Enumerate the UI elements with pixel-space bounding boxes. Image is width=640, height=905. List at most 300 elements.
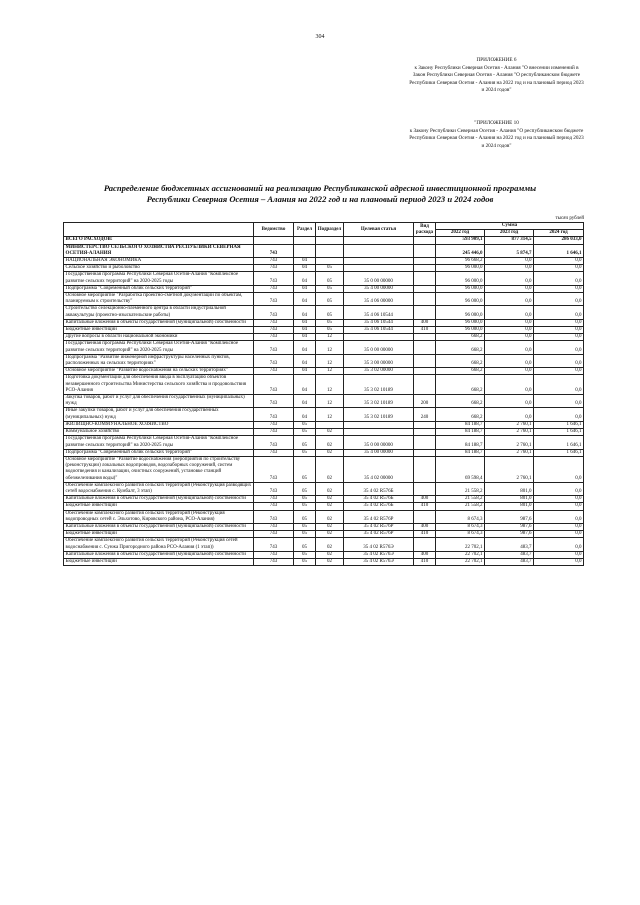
- cell-subsection: 02: [316, 531, 344, 538]
- cell-subsection: 02: [316, 429, 344, 436]
- cell-subsection: 02: [316, 558, 344, 565]
- cell-subsection: 05: [316, 272, 344, 285]
- cell-subsection: [316, 244, 344, 257]
- cell-2023: 0,0: [485, 395, 534, 408]
- table-row: [64, 429, 584, 436]
- cell-section: 04: [294, 395, 316, 408]
- table-row: [64, 258, 584, 265]
- cell-article: [344, 237, 414, 244]
- cell-department: 743: [254, 558, 294, 565]
- cell-article: 35 4 06 00000: [344, 293, 414, 306]
- cell-subsection: 02: [316, 523, 344, 530]
- header-year-2024: 2024 год: [534, 230, 584, 237]
- cell-department: 743: [254, 327, 294, 334]
- table-row: [64, 244, 584, 257]
- cell-subsection: 12: [316, 375, 344, 395]
- cell-2023: 801,0: [485, 496, 534, 503]
- table-row: [64, 375, 584, 395]
- cell-section: 05: [294, 538, 316, 551]
- cell-subsection: 02: [316, 496, 344, 503]
- cell-2023: 0,0: [485, 293, 534, 306]
- cell-2023: 0,0: [485, 354, 534, 367]
- cell-department: 743: [254, 421, 294, 428]
- cell-expense-type: 400: [414, 523, 436, 530]
- table-row: [64, 237, 584, 244]
- cell-2022: 84 188,7: [436, 421, 485, 428]
- cell-2022: 22 702,1: [436, 558, 485, 565]
- cell-section: 05: [294, 523, 316, 530]
- cell-subsection: 12: [316, 334, 344, 341]
- appendix-current-text: к Закону Республики Северная Осетия - Алания "О внесении изменений в Закон Республики Северная Осетия - Алания "О республиканском бюджете Республики Северная Осетия - Алания на 2022 год и на плановый период 2023 и 2024 годов": [409, 64, 584, 94]
- cell-department: 743: [254, 341, 294, 354]
- cell-name: Закупка товаров, работ и услуг для обеспечения государственных (муниципальных) нужд: [64, 395, 254, 408]
- cell-expense-type: [414, 368, 436, 375]
- table-row: [64, 558, 584, 565]
- cell-section: 05: [294, 421, 316, 428]
- cell-2023: 483,7: [485, 558, 534, 565]
- cell-expense-type: [414, 456, 436, 482]
- cell-subsection: [316, 421, 344, 428]
- table-row: [64, 368, 584, 375]
- cell-article: 35 4 02 R576Р: [344, 510, 414, 523]
- cell-2022: 96 000,0: [436, 306, 485, 319]
- cell-name: НАЦИОНАЛЬНАЯ ЭКОНОМИКА: [64, 258, 254, 265]
- header-year-2022: 2022 год: [436, 230, 485, 237]
- cell-department: 743: [254, 375, 294, 395]
- cell-2022: 668,2: [436, 368, 485, 375]
- cell-subsection: 02: [316, 538, 344, 551]
- cell-section: 05: [294, 429, 316, 436]
- cell-name: Подпрограмма "Развитие инженерной инфраструктуры населенных пунктов, расположенных на сельских территориях": [64, 354, 254, 367]
- cell-subsection: 02: [316, 449, 344, 456]
- cell-2023: 0,0: [485, 375, 534, 395]
- cell-2024: 286 033,0: [534, 237, 584, 244]
- cell-article: 35 0 00 00000: [344, 436, 414, 449]
- cell-article: [344, 258, 414, 265]
- cell-department: 743: [254, 510, 294, 523]
- cell-2023: 2 760,1: [485, 429, 534, 436]
- cell-article: 35 4 02 R576Э: [344, 551, 414, 558]
- cell-department: 743: [254, 306, 294, 319]
- cell-article: 35 4 06 10544: [344, 327, 414, 334]
- cell-2024: 0,0: [534, 395, 584, 408]
- cell-name: МИНИСТЕРСТВО СЕЛЬСКОГО ХОЗЯЙСТВА РЕСПУБЛИКИ СЕВЕРНАЯ ОСЕТИЯ-АЛАНИЯ: [64, 244, 254, 257]
- cell-2024: 1 646,1: [534, 449, 584, 456]
- cell-section: 04: [294, 408, 316, 421]
- cell-2022: 69 598,4: [436, 456, 485, 482]
- cell-name: ЖИЛИЩНО-КОММУНАЛЬНОЕ ХОЗЯЙСТВО: [64, 421, 254, 428]
- cell-article: 35 0 00 00000: [344, 272, 414, 285]
- cell-department: 743: [254, 523, 294, 530]
- table-row: [64, 456, 584, 482]
- cell-subsection: 02: [316, 551, 344, 558]
- cell-department: 743: [254, 503, 294, 510]
- cell-2024: 0,0: [534, 327, 584, 334]
- cell-subsection: 12: [316, 395, 344, 408]
- cell-name: Бюджетные инвестиции: [64, 531, 254, 538]
- cell-expense-type: 400: [414, 496, 436, 503]
- cell-2022: 96 000,0: [436, 265, 485, 272]
- cell-2022: 668,2: [436, 354, 485, 367]
- cell-2023: 987,6: [485, 531, 534, 538]
- cell-subsection: [316, 237, 344, 244]
- table-row: [64, 285, 584, 292]
- cell-2024: 0,0: [534, 523, 584, 530]
- cell-section: 04: [294, 272, 316, 285]
- cell-article: 35 4 02 R576Э: [344, 538, 414, 551]
- cell-2024: 0,0: [534, 272, 584, 285]
- cell-2023: 0,0: [485, 341, 534, 354]
- cell-2022: 21 558,2: [436, 482, 485, 495]
- cell-2024: 0,0: [534, 285, 584, 292]
- cell-article: 35 0 00 00000: [344, 341, 414, 354]
- cell-subsection: 02: [316, 503, 344, 510]
- cell-2024: 0,0: [534, 456, 584, 482]
- cell-section: 05: [294, 531, 316, 538]
- document-title: Распределение бюджетных ассигнований на реализацию Республиканской адресной инвестиционной программы Республики Северная Осетия – Алания на 2022 год и на плановый период 2023 и 2024 годов: [103, 183, 537, 204]
- cell-section: 05: [294, 503, 316, 510]
- cell-2022: 668,2: [436, 341, 485, 354]
- cell-section: 05: [294, 496, 316, 503]
- cell-2023: 483,7: [485, 551, 534, 558]
- cell-2022: 84 188,7: [436, 449, 485, 456]
- cell-department: 743: [254, 293, 294, 306]
- cell-2022: 22 702,1: [436, 551, 485, 558]
- cell-2022: 96 000,0: [436, 293, 485, 306]
- cell-expense-type: [414, 258, 436, 265]
- cell-department: 743: [254, 436, 294, 449]
- cell-article: 35 4 00 00000: [344, 285, 414, 292]
- cell-2022: 668,2: [436, 334, 485, 341]
- cell-2024: 1 646,1: [534, 436, 584, 449]
- appendix-previous-title: "ПРИЛОЖЕНИЕ 10: [474, 120, 519, 126]
- cell-department: 743: [254, 482, 294, 495]
- cell-section: 04: [294, 265, 316, 272]
- cell-article: 35 3 02 10189: [344, 395, 414, 408]
- cell-section: 04: [294, 354, 316, 367]
- cell-section: 04: [294, 319, 316, 326]
- cell-2022: 245 446,0: [436, 244, 485, 257]
- cell-article: 35 4 02 R576Р: [344, 523, 414, 530]
- cell-2024: 0,0: [534, 319, 584, 326]
- cell-expense-type: [414, 293, 436, 306]
- table-row: [64, 306, 584, 319]
- cell-name: Государственная программа Республики Северная Осетия-Алания "Комплексное развитие сельских территорий" на 2020-2025 годы: [64, 341, 254, 354]
- cell-2023: 0,0: [485, 368, 534, 375]
- header-name: [64, 223, 254, 237]
- table-row: [64, 496, 584, 503]
- table-row: [64, 551, 584, 558]
- cell-2024: 0,0: [534, 503, 584, 510]
- cell-section: 05: [294, 436, 316, 449]
- cell-name: Подпрограмма "Современный облик сельских территорий": [64, 449, 254, 456]
- cell-name: Сельское хозяйство и рыболовство: [64, 265, 254, 272]
- cell-department: 743: [254, 531, 294, 538]
- cell-2023: 877 314,5: [485, 237, 534, 244]
- cell-subsection: 12: [316, 368, 344, 375]
- cell-article: 35 4 02 00000: [344, 456, 414, 482]
- cell-name: Капитальные вложения в объекты государственной (муниципальной) собственности: [64, 496, 254, 503]
- cell-2024: 0,0: [534, 558, 584, 565]
- cell-expense-type: 200: [414, 395, 436, 408]
- cell-section: 04: [294, 258, 316, 265]
- cell-section: 04: [294, 293, 316, 306]
- cell-section: [294, 237, 316, 244]
- cell-department: 743: [254, 395, 294, 408]
- cell-name: Капитальные вложения в объекты государственной (муниципальной) собственности: [64, 319, 254, 326]
- cell-subsection: 12: [316, 354, 344, 367]
- table-row: [64, 503, 584, 510]
- cell-article: 35 4 02 R576Б: [344, 503, 414, 510]
- cell-department: 743: [254, 449, 294, 456]
- table-row: [64, 482, 584, 495]
- cell-2022: 96 000,0: [436, 327, 485, 334]
- table-row: [64, 510, 584, 523]
- table-row: [64, 436, 584, 449]
- cell-section: 04: [294, 285, 316, 292]
- cell-subsection: 02: [316, 482, 344, 495]
- cell-expense-type: [414, 354, 436, 367]
- cell-2023: 0,0: [485, 327, 534, 334]
- cell-article: 35 4 00 00000: [344, 449, 414, 456]
- table-body: [64, 237, 584, 566]
- cell-2022: 8 674,3: [436, 531, 485, 538]
- cell-subsection: 05: [316, 327, 344, 334]
- cell-2023: 0,0: [485, 319, 534, 326]
- cell-expense-type: 410: [414, 503, 436, 510]
- cell-name: Другие вопросы в области национальной экономики: [64, 334, 254, 341]
- appendix-current-title: ПРИЛОЖЕНИЕ 6: [476, 57, 517, 63]
- cell-expense-type: 410: [414, 327, 436, 334]
- table-row: [64, 334, 584, 341]
- cell-name: Бюджетные инвестиции: [64, 503, 254, 510]
- cell-department: 743: [254, 538, 294, 551]
- cell-name: Подготовка документации для обеспечения ввода в эксплуатацию объектов незавершенного строительства Министерства сельского хозяйства и продовольствия РСО-Алания: [64, 375, 254, 395]
- units-label: тысяч рублей: [555, 216, 584, 221]
- cell-subsection: 05: [316, 285, 344, 292]
- cell-name: Подпрограмма "Современный облик сельских территорий": [64, 285, 254, 292]
- header-department: Ведомство: [254, 223, 294, 237]
- cell-expense-type: [414, 265, 436, 272]
- cell-expense-type: [414, 510, 436, 523]
- header-year-2023: 2023 год: [485, 230, 534, 237]
- cell-expense-type: [414, 449, 436, 456]
- cell-2024: 0,0: [534, 368, 584, 375]
- cell-article: 35 4 02 R576Б: [344, 482, 414, 495]
- cell-2023: 2 760,1: [485, 436, 534, 449]
- header-article: Целевая статья: [344, 223, 414, 237]
- table-row: [64, 449, 584, 456]
- table-row: [64, 265, 584, 272]
- cell-2024: 0,0: [534, 408, 584, 421]
- cell-subsection: 05: [316, 306, 344, 319]
- cell-2022: 593 909,1: [436, 237, 485, 244]
- cell-2024: 0,0: [534, 496, 584, 503]
- cell-2024: 0,0: [534, 258, 584, 265]
- cell-article: 35 3 02 10189: [344, 375, 414, 395]
- appendix-previous: [409, 120, 584, 150]
- cell-department: 743: [254, 258, 294, 265]
- cell-article: 35 3 02 00000: [344, 368, 414, 375]
- cell-expense-type: 410: [414, 531, 436, 538]
- cell-department: 743: [254, 265, 294, 272]
- cell-article: 35 4 02 R576Б: [344, 496, 414, 503]
- cell-name: Бюджетные инвестиции: [64, 327, 254, 334]
- budget-table: [63, 222, 584, 566]
- cell-department: 743: [254, 272, 294, 285]
- cell-section: 04: [294, 341, 316, 354]
- header-sum: Сумма: [436, 223, 584, 230]
- cell-name: Обеспечение комплексного развития сельских территорий (Реконструкция разводящих сетей водоснабжения с. Кумбалт, 3 этап): [64, 482, 254, 495]
- cell-name: Капитальные вложения в объекты государственной (муниципальной) собственности: [64, 523, 254, 530]
- cell-section: [294, 244, 316, 257]
- cell-article: 35 4 02 R576Р: [344, 531, 414, 538]
- cell-2024: 1 646,1: [534, 244, 584, 257]
- cell-department: 743: [254, 244, 294, 257]
- cell-name: Капитальные вложения в объекты государственной (муниципальной) собственности: [64, 551, 254, 558]
- table-row: [64, 341, 584, 354]
- cell-name: Обеспечение комплексного развития сельских территорий (Реконструкция сетей водоснабжения с. Сунжа Пригородного района РСО-Алания (1 этап)): [64, 538, 254, 551]
- cell-2023: 483,7: [485, 538, 534, 551]
- cell-2023: 0,0: [485, 265, 534, 272]
- cell-department: 743: [254, 429, 294, 436]
- cell-department: 743: [254, 334, 294, 341]
- cell-article: 35 4 02 R576Э: [344, 558, 414, 565]
- appendix-previous-text: к Закону Республики Северная Осетия - Алания "О республиканском бюджете Республики Северная Осетия - Алания на 2022 год и на плановый период 2023 и 2024 годов": [409, 127, 584, 149]
- cell-article: [344, 244, 414, 257]
- table-row: [64, 354, 584, 367]
- cell-name: Государственная программа Республики Северная Осетия-Алания "Комплексное развитие сельских территорий" на 2020-2025 годы: [64, 272, 254, 285]
- cell-2022: 8 674,3: [436, 523, 485, 530]
- cell-2022: 668,2: [436, 395, 485, 408]
- cell-article: 35 4 06 10544: [344, 319, 414, 326]
- cell-2024: 1 646,1: [534, 429, 584, 436]
- cell-department: 743: [254, 408, 294, 421]
- cell-section: 05: [294, 558, 316, 565]
- cell-2022: 668,2: [436, 408, 485, 421]
- cell-expense-type: [414, 237, 436, 244]
- cell-subsection: 12: [316, 341, 344, 354]
- cell-2023: 0,0: [485, 258, 534, 265]
- table-row: [64, 293, 584, 306]
- header-subsection: Подраздел: [316, 223, 344, 237]
- cell-article: 35 3 00 00000: [344, 354, 414, 367]
- cell-expense-type: [414, 244, 436, 257]
- cell-name: Строительство селекционно-племенного центра в области индустриальной аквакультуры (проектно-изыскательские работы): [64, 306, 254, 319]
- cell-section: 05: [294, 456, 316, 482]
- cell-article: [344, 429, 414, 436]
- cell-2023: 5 874,7: [485, 244, 534, 257]
- cell-expense-type: [414, 421, 436, 428]
- cell-name: Обеспечение комплексного развития сельских территорий (Реконструкция водопроводных сетей с. Эльхотово, Кировского района, РСО-Алания): [64, 510, 254, 523]
- cell-2024: 0,0: [534, 293, 584, 306]
- cell-expense-type: 410: [414, 558, 436, 565]
- table-row: [64, 421, 584, 428]
- page-number: 304: [315, 34, 325, 40]
- cell-subsection: 05: [316, 293, 344, 306]
- cell-2023: 0,0: [485, 272, 534, 285]
- cell-department: 743: [254, 456, 294, 482]
- table-header: [64, 223, 584, 237]
- cell-department: 743: [254, 285, 294, 292]
- cell-department: 743: [254, 368, 294, 375]
- cell-section: 05: [294, 482, 316, 495]
- cell-2022: 96 668,2: [436, 258, 485, 265]
- cell-expense-type: [414, 285, 436, 292]
- cell-2024: 1 646,1: [534, 421, 584, 428]
- cell-name: Государственная программа Республики Северная Осетия-Алания "Комплексное развитие сельских территорий" на 2020-2025 годы: [64, 436, 254, 449]
- cell-name: Основное мероприятие "Разработка проектно-сметной документации по объектам, планируемым к строительству": [64, 293, 254, 306]
- cell-expense-type: 240: [414, 408, 436, 421]
- cell-section: 05: [294, 510, 316, 523]
- cell-2023: 2 760,1: [485, 449, 534, 456]
- cell-2022: 96 000,0: [436, 285, 485, 292]
- cell-department: [254, 237, 294, 244]
- cell-department: 743: [254, 319, 294, 326]
- cell-2023: 0,0: [485, 285, 534, 292]
- cell-expense-type: [414, 272, 436, 285]
- cell-section: 04: [294, 375, 316, 395]
- cell-section: 04: [294, 306, 316, 319]
- cell-2024: 0,0: [534, 551, 584, 558]
- table-row: [64, 319, 584, 326]
- appendix-current: [409, 57, 584, 95]
- cell-expense-type: [414, 306, 436, 319]
- cell-expense-type: [414, 436, 436, 449]
- cell-article: 35 3 02 10189: [344, 408, 414, 421]
- cell-department: 743: [254, 354, 294, 367]
- cell-2023: 0,0: [485, 306, 534, 319]
- table-row: [64, 395, 584, 408]
- table-row: [64, 523, 584, 530]
- cell-expense-type: 400: [414, 319, 436, 326]
- cell-article: [344, 421, 414, 428]
- cell-section: 04: [294, 334, 316, 341]
- cell-2024: 0,0: [534, 334, 584, 341]
- cell-2022: 84 188,7: [436, 429, 485, 436]
- cell-2022: 21 558,2: [436, 496, 485, 503]
- header-expense-type: Вид расхода: [414, 223, 436, 237]
- cell-subsection: 05: [316, 265, 344, 272]
- cell-expense-type: [414, 482, 436, 495]
- cell-2023: 801,0: [485, 503, 534, 510]
- cell-2023: 987,6: [485, 510, 534, 523]
- cell-section: 04: [294, 368, 316, 375]
- cell-2023: 2 760,1: [485, 456, 534, 482]
- cell-subsection: 12: [316, 408, 344, 421]
- cell-2024: 0,0: [534, 375, 584, 395]
- cell-section: 04: [294, 327, 316, 334]
- cell-expense-type: [414, 341, 436, 354]
- cell-name: Иные закупки товаров, работ и услуг для обеспечения государственных (муниципальных) нужд: [64, 408, 254, 421]
- cell-name: Бюджетные инвестиции: [64, 558, 254, 565]
- header-section: Раздел: [294, 223, 316, 237]
- cell-name: ВСЕГО РАСХОДОВ:: [64, 237, 254, 244]
- cell-expense-type: 400: [414, 551, 436, 558]
- table-row: [64, 531, 584, 538]
- cell-2023: 0,0: [485, 408, 534, 421]
- cell-2024: 0,0: [534, 510, 584, 523]
- cell-section: 05: [294, 449, 316, 456]
- cell-2022: 96 000,0: [436, 272, 485, 285]
- table-row: [64, 327, 584, 334]
- cell-subsection: 02: [316, 436, 344, 449]
- cell-name: Основное мероприятие "Развитие водоснабжения (мероприятия по строительству (реконструкции) локальных водопроводов, водозаборных сооружений, систем водоотведения и канализации, очистных сооружений, установке станций обезжелезивания воды)": [64, 456, 254, 482]
- cell-expense-type: [414, 334, 436, 341]
- cell-expense-type: [414, 538, 436, 551]
- table-row: [64, 272, 584, 285]
- cell-2024: 0,0: [534, 482, 584, 495]
